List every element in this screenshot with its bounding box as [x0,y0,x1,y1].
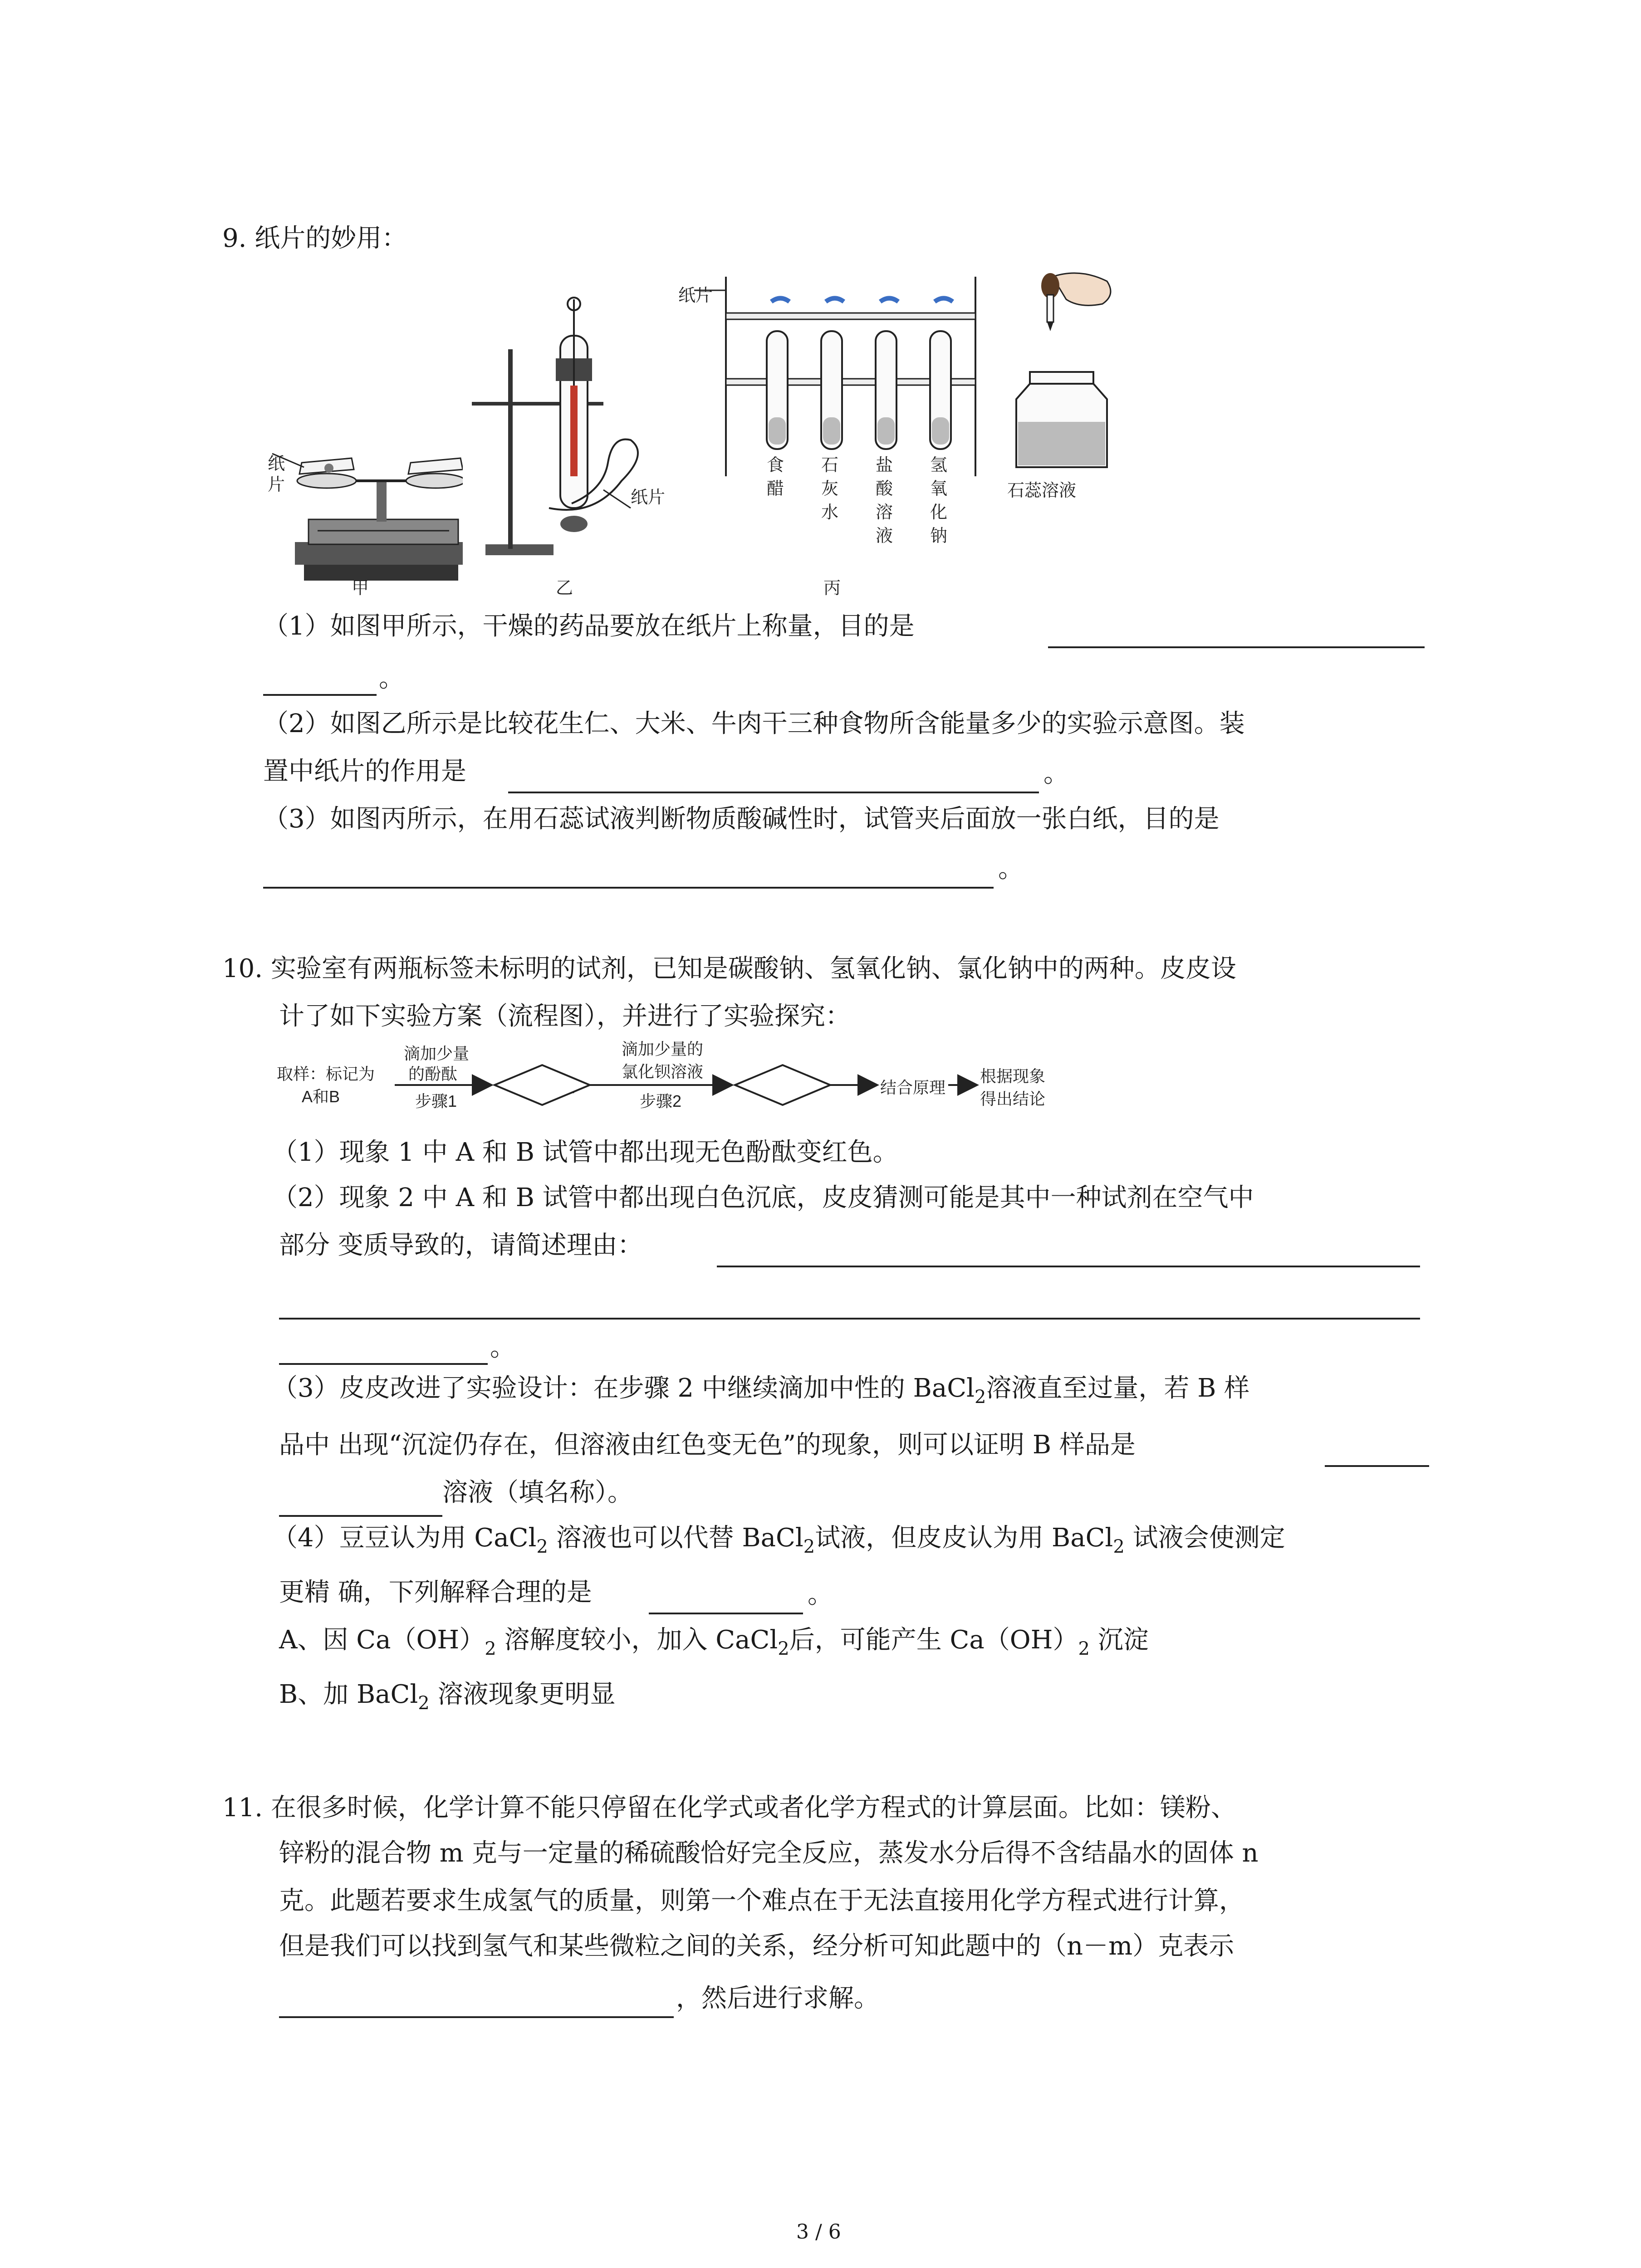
figure-litmus-bottle [998,263,1125,472]
flow-conclusion-l2: 得出结论 [980,1090,1046,1108]
q9-p1-answer-blank[interactable] [1048,646,1425,648]
q10-p4-end: 。 [808,1580,833,1609]
flow-arrow2-top2: 氯化钡溶液 [622,1062,704,1081]
q10-p4-text-c: 试液，但皮皮认为用 BaCl [815,1523,1113,1553]
q10-p4-text-d: 试液会使测定 [1124,1523,1285,1553]
flow-arrow1-top2: 的酚酞 [408,1065,458,1083]
q10-part3-line1 [272,1372,1249,1407]
q10-part3-line3: 溶液（填名称）。 [442,1478,633,1507]
q11-line4: 但是我们可以找到氢气和某些微粒之间的关系，经分析可知此题中的（n－m）克表示 [279,1931,1234,1961]
label-paper-jia: 纸片 [268,455,285,494]
flow-sample-l1: 取样：标记为 [277,1065,375,1083]
label-paper-yi: 纸片 [631,488,666,507]
q10-optA-text-d: 沉淀 [1089,1625,1149,1655]
q11-line3: 克。此题若要求生成氢气的质量，则第一个难点在于无法直接用化学方程式进行计算， [279,1886,1244,1916]
q11-answer-blank[interactable] [279,2016,674,2018]
page-number: 3 / 6 [796,2220,841,2244]
flow-arrow2-bottom: 步骤2 [640,1092,682,1110]
q10-p3-text-b: 溶液直至过量，若 B 样 [986,1374,1250,1403]
q10-part1: （1）现象 1 中 A 和 B 试管中都出现无色酚酞变红色。 [272,1138,898,1167]
label-tube-1: 食醋 [767,456,784,499]
q10-part4-line2: 更精 确，下列解释合理的是 [279,1578,592,1607]
q10-p3-answer-blank[interactable] [1325,1465,1429,1467]
q10-optA-sub-2: 2 [778,1638,789,1659]
q10-optB-text-a: B、加 BaCl [279,1680,418,1709]
q10-p4-text-a: （4）豆豆认为用 CaCl [272,1523,537,1553]
q10-p4-sub-3: 2 [1113,1536,1125,1557]
q10-optA-sub-1: 2 [485,1638,496,1659]
q10-p4-answer-blank[interactable] [649,1613,803,1614]
q10-p3-sub: 2 [974,1387,986,1408]
q11-line1: 11. 在很多时候，化学计算不能只停留在化学式或者化学方程式的计算层面。比如：镁粉、 [222,1793,1236,1823]
flow-arrow2-top1: 滴加少量的 [622,1040,704,1058]
label-bing: 丙 [823,579,841,598]
q10-optA-sub-3: 2 [1078,1638,1090,1659]
q10-part4-line1 [272,1522,1285,1557]
q10-optA-text-b: 溶解度较小，加入 CaCl [496,1625,778,1655]
q10-p4-sub-1: 2 [536,1536,548,1557]
q9-title: 9. 纸片的妙用： [222,224,407,253]
figure-test-tubes [694,277,1012,476]
q10-p3-text-a: （3）皮皮改进了实验设计：在步骤 2 中继续滴加中性的 BaCl [272,1374,975,1403]
q10-optB-sub: 2 [418,1693,430,1714]
label-jia: 甲 [352,579,369,598]
figure-balance [254,426,463,590]
q10-part2-line1: （2）现象 2 中 A 和 B 试管中都出现白色沉底，皮皮猜测可能是其中一种试剂在空气中 [272,1183,1254,1212]
figure-stand [458,290,685,572]
flow-conclusion-l1: 根据现象 [980,1067,1046,1085]
label-yi: 乙 [556,579,573,598]
q9-p1-end: 。 [379,664,404,693]
flowchart-shapes [272,1043,1071,1120]
q10-line2: 计了如下实验方案（流程图），并进行了实验探究： [279,1002,851,1031]
q10-p2-answer-blank-3[interactable] [279,1363,488,1365]
q10-optB-text-b: 溶液现象更明显 [429,1680,616,1709]
q10-p2-end: 。 [490,1333,515,1362]
q9-part3-line1: （3）如图丙所示，在用石蕊试液判断物质酸碱性时，试管夹后面放一张白纸，目的是 [263,804,1220,834]
q9-p2-end: 。 [1043,759,1069,788]
flow-principle: 结合原理 [880,1078,946,1097]
q10-optA-text-c: 后，可能产生 Ca（OH） [789,1625,1078,1655]
q9-p3-end: 。 [998,854,1024,884]
q9-part2-line2: 置中纸片的作用是 [263,757,466,786]
flow-arrow1-bottom: 步骤1 [415,1092,457,1110]
flow-sample-l2: A和B [302,1087,340,1106]
q10-p4-sub-2: 2 [803,1536,815,1557]
q10-part3-line2: 品中 出现“沉淀仍存在，但溶液由红色变无色”的现象，则可以证明 B 样品是 [279,1430,1136,1460]
q11-line5-end: ，然后进行求解。 [676,1984,879,2013]
q10-p3-answer-blank-2[interactable] [279,1515,442,1517]
label-tube-2: 石灰水 [821,456,839,522]
q9-p2-answer-blank[interactable] [508,792,1039,793]
q10-p2-answer-blank-2[interactable] [279,1318,1420,1320]
label-tube-3: 盐酸溶液 [876,456,893,546]
q10-part2-line2: 部分 变质导致的，请简述理由： [279,1231,643,1260]
label-litmus: 石蕊溶液 [1007,481,1077,500]
q9-part1: （1）如图甲所示，干燥的药品要放在纸片上称量，目的是 [263,611,915,641]
q10-option-b [279,1678,616,1713]
q10-p4-text-b: 溶液也可以代替 BaCl [548,1523,803,1553]
q10-option-a [279,1624,1149,1659]
q10-optA-text-a: A、因 Ca（OH） [279,1625,485,1655]
q11-line2: 锌粉的混合物 m 克与一定量的稀硫酸恰好完全反应，蒸发水分后得不含结晶水的固体 n [279,1838,1259,1868]
label-paper-bing: 纸片 [678,286,713,305]
q9-part2-line1: （2）如图乙所示是比较花生仁、大米、牛肉干三种食物所含能量多少的实验示意图。装 [263,709,1245,738]
flow-arrow1-top1: 滴加少量 [404,1044,470,1063]
q9-p1-answer-blank-2[interactable] [263,694,377,696]
q9-p3-answer-blank[interactable] [263,887,994,889]
label-tube-4: 氢氧化钠 [930,456,948,546]
q10-line1: 10. 实验室有两瓶标签未标明的试剂，已知是碳酸钠、氢氧化钠、氯化钠中的两种。皮皮设 [222,954,1236,983]
q10-p2-answer-blank[interactable] [717,1266,1420,1267]
